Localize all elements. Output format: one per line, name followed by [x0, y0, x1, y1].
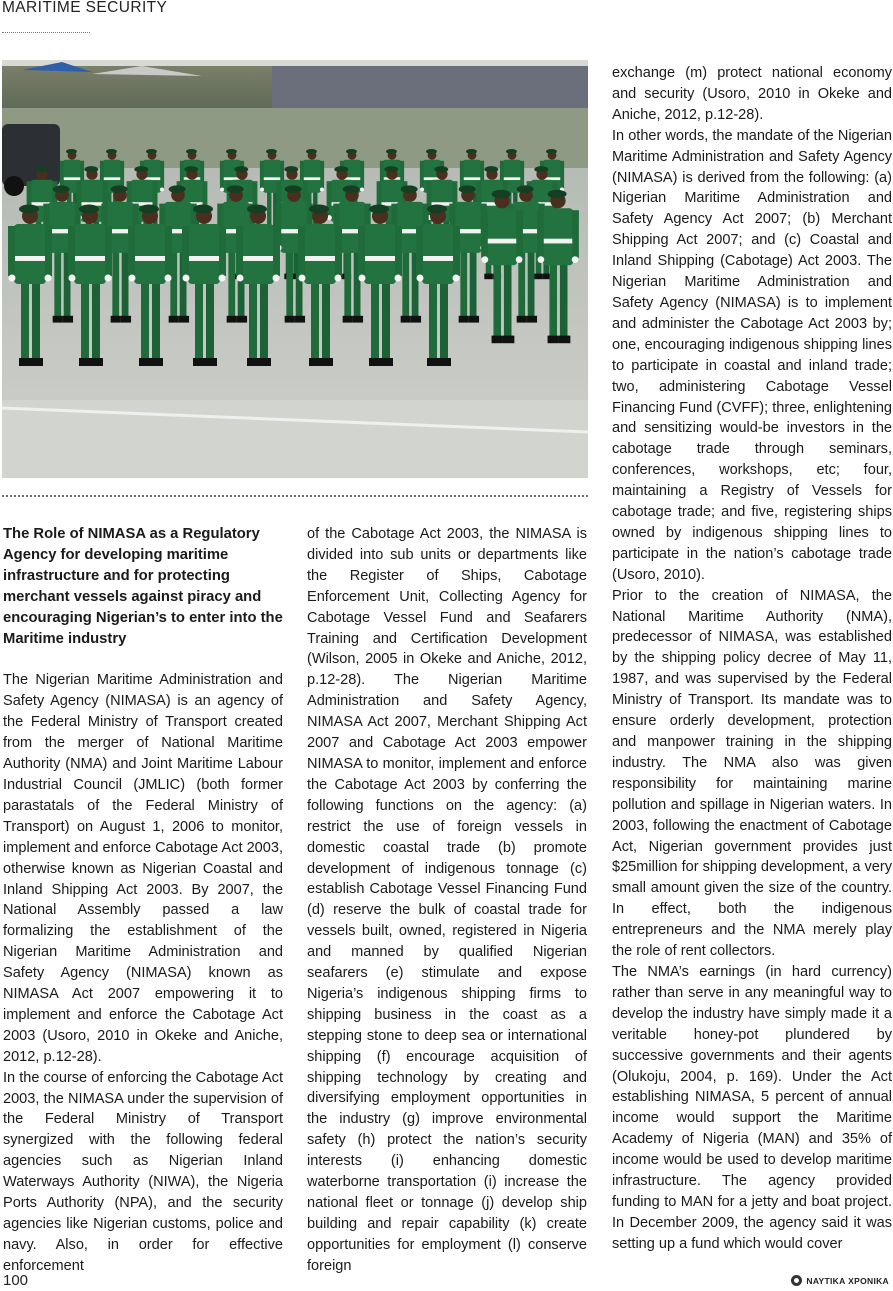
publisher-name: ΝΑΥΤΙΚΑ ΧΡΟΝΙΚΑ [806, 1275, 889, 1286]
column-3 [612, 63, 892, 1255]
column-1 [3, 524, 283, 1277]
article-heading: The Role of NIMASA as a Regulatory Agency for developing maritime infrastructure and for protecting merchant vessels against piracy and encouraging Nigerian’s to enter into the Maritime industry [3, 526, 283, 647]
publisher-logo-icon [791, 1275, 802, 1286]
parade-photo [2, 60, 588, 478]
page-number: 100 [3, 1272, 29, 1289]
photo-dotted-rule [2, 495, 588, 497]
header-dotted-rule [2, 32, 90, 33]
section-label: MARITIME SECURITY [2, 0, 168, 16]
publisher-mark [791, 1275, 889, 1286]
paragraph: In other words, the mandate of the Nigerian Maritime Administration and Safety Agency (NIMASA) is derived from the following: (a) Nigerian Maritime Administration and Safety Agency Act 2007; (b) Merchant Shipping Act 2007; and (c) Coastal and Inland Shipping (Cabotage) Act 2003. The Nigerian Maritime Administration and Safety Agency (NIMASA) is to implement and administer the Cabotage Act 2003 by; one, encouraging indigenous shipping lines to participate in coastal and inland trade; two, administering Cabotage Vessel Financing Fund (CVFF); three, enlightening and sensitizing would-be investors in the cabotage trade through seminars, conferences, workshops, etc; four, maintaining a Registry of Vessels for cabotage trade; and five, registering ships owned by indigenous shipping lines to participate in the nation’s cabotage trade (Usoro, 2010). [612, 127, 892, 583]
paragraph: In the course of enforcing the Cabotage Act 2003, the NIMASA under the supervision of the Federal Ministry of Transport synergized with the following federal agencies such as Nigerian Inland Waterways Authority (NIWA), the Nigeria Ports Authority (NPA), and the security agencies like Nigerian customs, police and navy. Also, in order for effective enforcement [3, 1069, 283, 1274]
paragraph: The Nigerian Maritime Administration and Safety Agency (NIMASA) is an agency of the Federal Ministry of Transport created from the merger of National Maritime Authority (NMA) and Joint Maritime Labour Industrial Council (JMLIC) (both former parastatals of the Federal Ministry of Transport) on August 1, 2006 to monitor, implement and enforce Cabotage Act 2003, otherwise known as Nigerian Coastal and Inland Shipping Act 2003. By 2007, the National Assembly passed a law formalizing the establishment of the Nigerian Maritime Administration and Safety Agency (NIMASA) known as NIMASA Act 2007 empowering it to implement and enforce the Cabotage Act 2003 (Usoro, 2010 in Okeke and Aniche, 2012, p.12-28). [3, 672, 283, 1065]
paragraph: The NMA’s earnings (in hard currency) rather than serve in any meaningful way to develop the industry have simply made it a veritable honey-pot plundered by successive governments and their agents (Olukoju, 2004, p. 169). Under the Act establishing NIMASA, 5 percent of annual income would support the Maritime Academy of Nigeria (MAN) and 35% of income would be used to develop maritime infrastructure. The agency provided funding to MAN for a jetty and boat project. In December 2009, the agency said it was setting up a fund which would cover [612, 963, 892, 1252]
column-2 [307, 524, 587, 1277]
paragraph: Prior to the creation of NIMASA, the National Maritime Authority (NMA), predecessor of NIMASA, was established by the shipping policy decree of May 11, 1987, and was supervised by the Federal Ministry of Transport. Its mandate was to ensure orderly development, protection and manpower training in the shipping industry. The NMA also was given responsibility for maintaining marine pollution and spillage in Nigerian waters. In 2003, following the enactment of Cabotage Act, Nigerian government provides just $25million for shipping development, a very small amount given the size of the country. In effect, both the indigenous entrepreneurs and the NMA merely play the role of rent collectors. [612, 587, 892, 960]
paragraph: of the Cabotage Act 2003, the NIMASA is divided into sub units or departments like the Register of Ships, Cabotage Enforcement Unit, Collecting Agency for Cabotage Vessel Fund and Seafarers Training and Certification Development (Wilson, 2005 in Okeke and Aniche, 2012, p.12-28). The Nigerian Maritime Administration and Safety Agency, NIMASA Act 2007, Merchant Shipping Act 2007 and Cabotage Act 2003 empower NIMASA to monitor, implement and enforce the Cabotage Act 2003 by conferring the following functions on the agency: (a) restrict the use of foreign vessels in domestic coastal trade (b) promote development of indigenous tonnage (c) establish Cabotage Vessel Financing Fund (d) reserve the bulk of coastal trade for vessels built, owned, registered in Nigeria and manned by qualified Nigerian seafarers (e) stimulate and expose Nigeria’s indigenous shipping firms to shipping business in the coast as a stepping stone to deep sea or international shipping (f) encourage acquisition of shipping technology by creating and diversifying employment opportunities in the industry (g) improve environmental safety (h) protect the nation’s security interests (i) enhancing domestic waterborne transportation (i) increase the national fleet or tonnage (j) develop ship building and repair capability (k) create opportunities for employment (l) conserve foreign [307, 526, 587, 1274]
paragraph: exchange (m) protect national economy and security (Usoro, 2010 in Okeke and Aniche, 2012, p.12-28). [612, 65, 892, 123]
